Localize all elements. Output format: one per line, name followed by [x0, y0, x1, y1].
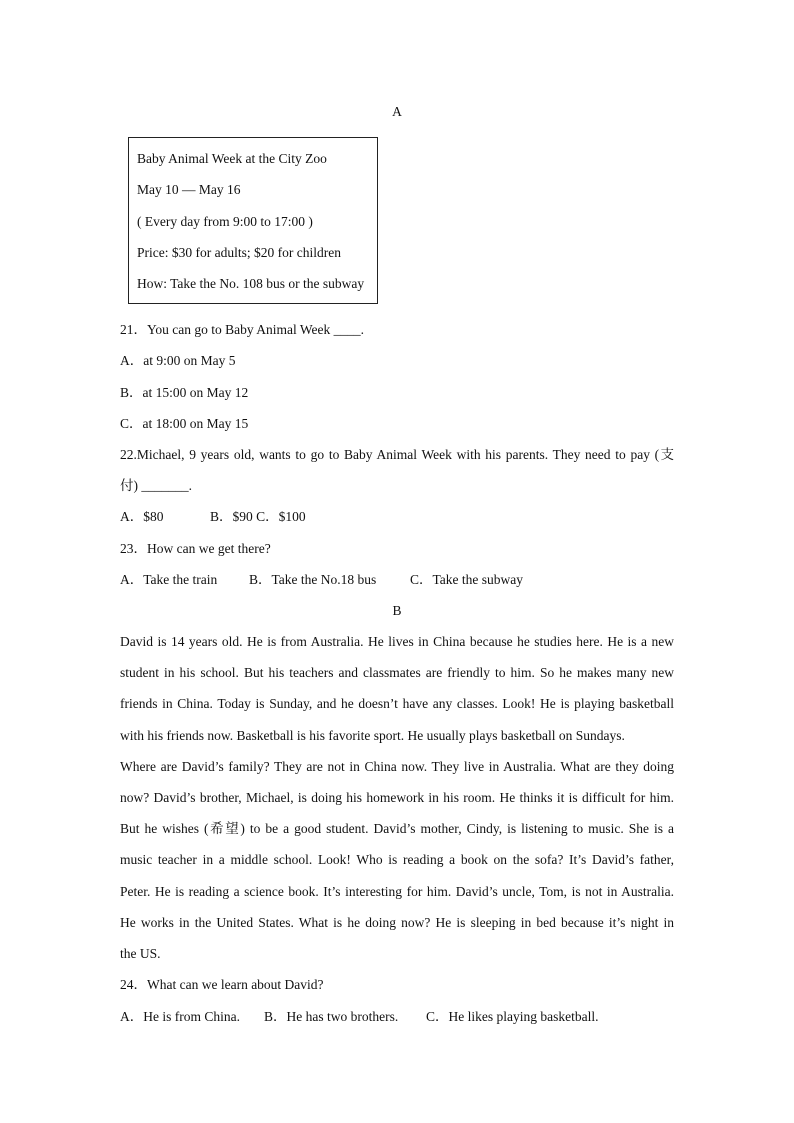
passage-line: now? David’s brother, Michael, is doing his homework in his room. He thinks it is difficult for him. — [120, 790, 674, 805]
question-22-stem-line-2: 付) _______. — [120, 478, 192, 493]
notice-hours: ( Every day from 9:00 to 17:00 ) — [137, 214, 313, 229]
question-24-option-c: C．He likes playing basketball. — [426, 1009, 599, 1024]
question-21-option-c: C．at 18:00 on May 15 — [120, 416, 249, 431]
passage-line: Where are David’s family? They are not in China now. They live in Australia. What are they doing — [120, 759, 674, 774]
passage-line: friends in China. Today is Sunday, and he doesn’t have any classes. Look! He is playing basketball — [120, 696, 674, 711]
passage-line: Peter. He is reading a science book. It’s interesting for him. David’s uncle, Tom, is not in Australia. — [120, 884, 674, 899]
question-23-option-a: A．Take the train — [120, 572, 218, 587]
notice-how: How: Take the No. 108 bus or the subway — [137, 276, 365, 291]
passage-line: David is 14 years old. He is from Australia. He lives in China because he studies here. He is a new — [120, 634, 674, 649]
question-24-stem: 24．What can we learn about David? — [120, 977, 324, 992]
passage-line: music teacher in a middle school. Look! Who is reading a book on the sofa? It’s David’s father, — [120, 852, 674, 867]
question-23-stem: 23．How can we get there? — [120, 541, 271, 556]
notice-dates: May 10 — May 16 — [137, 182, 241, 197]
passage-line: with his friends now. Basketball is his favorite sport. He usually plays basketball on Sundays. — [120, 728, 625, 743]
zoo-notice-box — [128, 137, 378, 304]
question-23-option-b: B．Take the No.18 bus — [249, 572, 377, 587]
question-22-option-a: A．$80 — [120, 509, 164, 524]
section-a-heading: A — [392, 104, 402, 119]
notice-price: Price: $30 for adults; $20 for children — [137, 245, 341, 260]
passage-line: the US. — [120, 946, 161, 961]
question-21-option-a: A．at 9:00 on May 5 — [120, 353, 236, 368]
question-21-stem: 21．You can go to Baby Animal Week ____. — [120, 322, 365, 337]
question-24-option-a: A．He is from China. — [120, 1009, 240, 1024]
notice-title: Baby Animal Week at the City Zoo — [137, 151, 327, 166]
question-24-option-b: B．He has two brothers. — [264, 1009, 399, 1024]
passage-line: student in his school. But his teachers and classmates are friendly to him. So he makes many new — [120, 665, 674, 680]
section-b-heading: B — [392, 603, 402, 618]
question-22-option-bc: B．$90 C．$100 — [210, 509, 306, 524]
question-22-stem-line-1: 22.Michael, 9 years old, wants to go to Baby Animal Week with his parents. They need to pay (支 — [120, 447, 674, 462]
question-23-option-c: C．Take the subway — [410, 572, 524, 587]
question-21-option-b: B．at 15:00 on May 12 — [120, 385, 249, 400]
passage-line: But he wishes (希望) to be a good student. David’s mother, Cindy, is listening to music. She is a — [120, 821, 674, 836]
passage-line: He works in the United States. What is he doing now? He is sleeping in bed because it’s night in — [120, 915, 674, 930]
